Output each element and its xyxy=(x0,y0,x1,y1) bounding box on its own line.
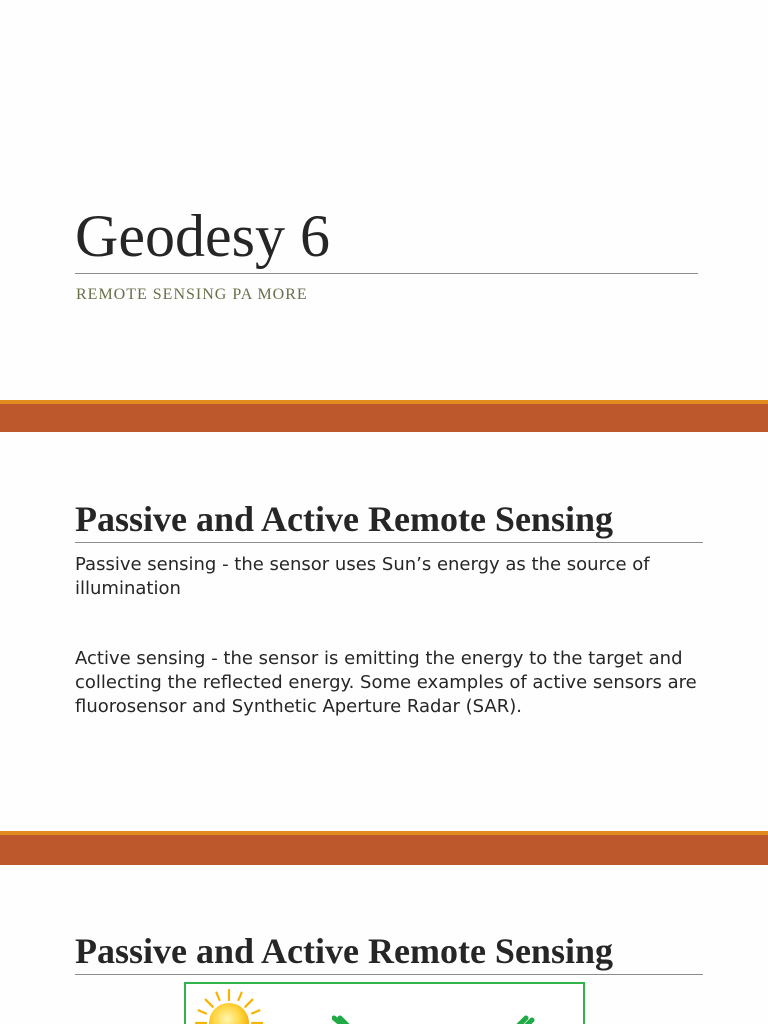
heading-divider xyxy=(75,542,703,543)
title-slide xyxy=(0,0,768,400)
slide-title: Geodesy 6 xyxy=(75,203,330,269)
arrow-icon xyxy=(332,1014,362,1024)
slide-separator xyxy=(0,831,768,865)
slide-heading: Passive and Active Remote Sensing xyxy=(75,931,613,971)
slide-subtitle: REMOTE SENSING PA MORE xyxy=(76,286,308,303)
content-slide-diagram xyxy=(0,865,768,1024)
sun-icon xyxy=(194,988,264,1024)
slide-separator xyxy=(0,400,768,432)
content-slide-sensing xyxy=(0,432,768,831)
slide-heading: Passive and Active Remote Sensing xyxy=(75,499,613,539)
heading-divider xyxy=(75,974,703,975)
arrow-icon xyxy=(512,1014,542,1024)
active-sensing-paragraph: Active sensing - the sensor is emitting the energy to the target and collecting the reflected energy. Some examples of active sensors are fluorosensor and Synthetic Aperture Radar (SAR). xyxy=(75,648,697,717)
passive-sensing-paragraph: Passive sensing - the sensor uses Sun’s energy as the source of illumination xyxy=(75,554,650,599)
sensing-diagram xyxy=(184,982,585,1024)
title-divider xyxy=(75,273,698,274)
